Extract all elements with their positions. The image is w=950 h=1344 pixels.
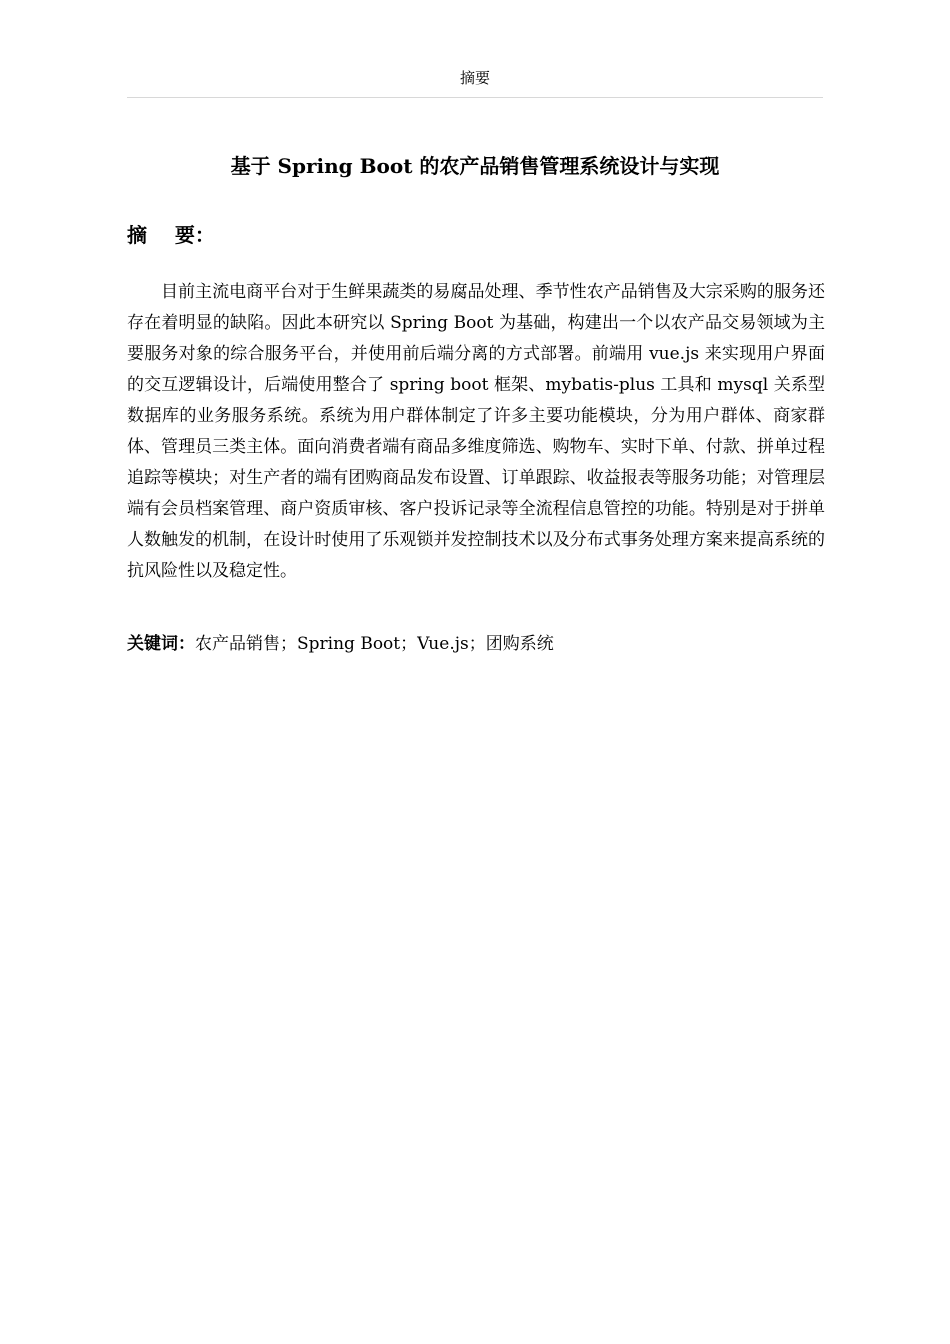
header-divider [127, 97, 823, 98]
document-title: 基于 Spring Boot 的农产品销售管理系统设计与实现 [230, 154, 720, 178]
keywords-values: 农产品销售；Spring Boot；Vue.js；团购系统 [195, 634, 554, 654]
keywords-line [127, 630, 825, 658]
abstract-paragraph: 目前主流电商平台对于生鲜果蔬类的易腐品处理、季节性农产品销售及大宗采购的服务还存在着明显的缺陷。因此本研究以 Spring Boot 为基础，构建出一个以农产品交易领域为主要服务对象的综合服务平台，并使用前后端分离的方式部署。前端用 vue.js 来实现用户界面的交互逻辑设计，后端使用整合了 spring boot 框架、mybatis-plus 工具和 mysql 关系型数据库的业务服务系统。系统为用户群体制定了许多主要功能模块，分为用户群体、商家群体、管理员三类主体。面向消费者端有商品多维度筛选、购物车、实时下单、付款、拼单过程追踪等模块；对生产者的端有团购商品发布设置、订单跟踪、收益报表等服务功能；对管理层端有会员档案管理、商户资质审核、客户投诉记录等全流程信息管控的功能。特别是对于拼单人数触发的机制，在设计时使用了乐观锁并发控制技术以及分布式事务处理方案来提高系统的抗风险性以及稳定性。 [127, 282, 825, 581]
keywords-label: 关键词： [127, 634, 195, 654]
running-header: 摘要 [459, 69, 490, 87]
abstract-heading: 摘 要： [127, 223, 215, 247]
